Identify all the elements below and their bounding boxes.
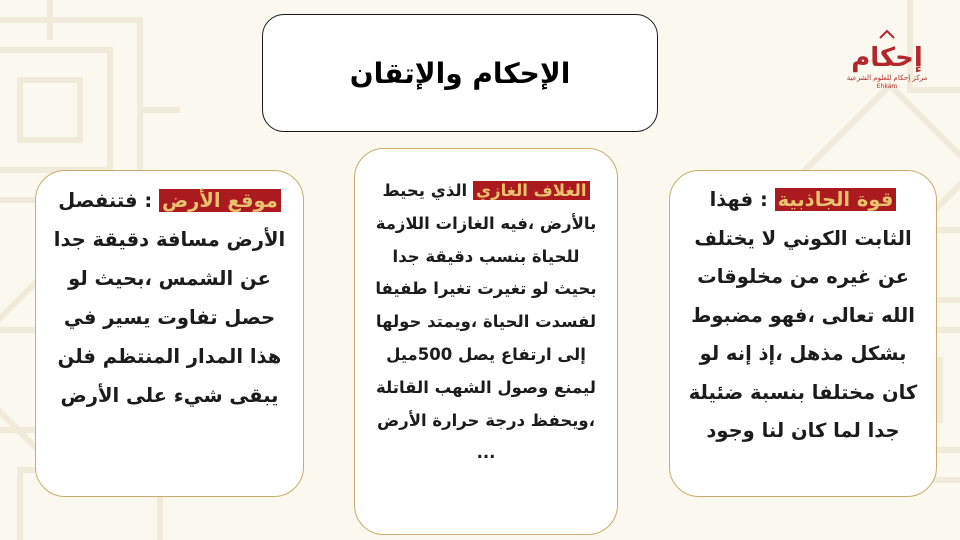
card-earth-position-heading: موقع الأرض [159, 189, 281, 212]
card-gravity-heading: قوة الجاذبية [775, 188, 897, 211]
logo-mark: إحكام [851, 43, 923, 73]
card-atmosphere-heading: الغلاف الغازي [473, 181, 590, 200]
title-box [262, 14, 658, 132]
card-earth-position-body: فتنفصل الأرض مسافة دقيقة جدا عن الشمس ،بحيث لو حصل تفاوت يسير في هذا المدار المنتظم فلن يبقى شيء على الأرض [53, 189, 286, 407]
card-earth-position [35, 170, 304, 497]
ehkam-logo [845, 24, 929, 96]
logo-tagline: Ehkam [876, 83, 898, 90]
card-gravity-body: الثابت الكوني لا يختلف عن غيره من مخلوقات الله تعالى ،فهو مضبوط بشكل مذهل ،إذ إنه لو كان مختلفا بنسبة ضئيلة جدا لما كان لنا وجود [688, 226, 918, 442]
card-atmosphere [354, 148, 618, 535]
card-earth-position-lead: : [144, 189, 159, 212]
roof-icon [879, 29, 895, 39]
card-atmosphere-body: يحيط بالأرض ،فيه الغازات اللازمة للحياة بنسب دقيقة جدا بحيث لو تغيرت تغيرا طفيفا لفسدت الحياة ،ويمتد حولها إلى ارتفاع يصل 500ميل ليمنع وصول الشهب القاتلة ،ويحفظ درجة حرارة الأرض ... [375, 181, 597, 463]
page-title: الإحكام والإتقان [349, 56, 571, 90]
card-atmosphere-lead: الذي [430, 181, 473, 200]
card-gravity-lead: : فهذا [709, 188, 775, 211]
card-gravity [669, 170, 937, 497]
logo-subtitle: مركز إحكام للعلوم الشرعية [846, 74, 928, 82]
